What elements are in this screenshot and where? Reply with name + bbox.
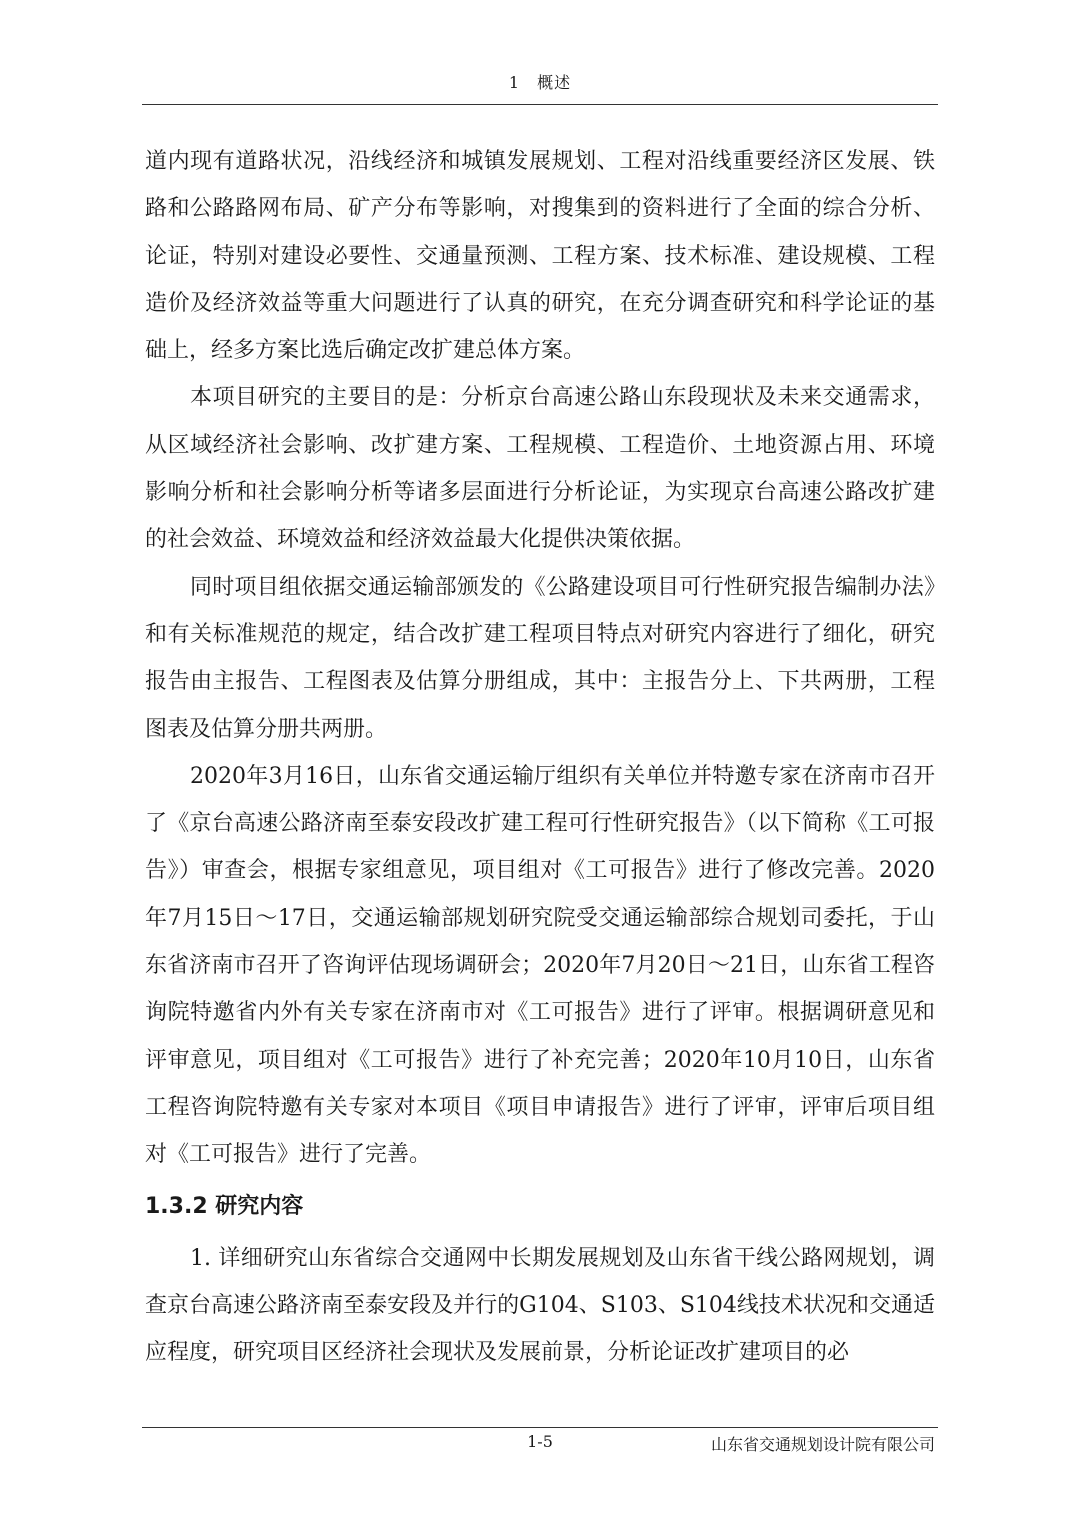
paragraph-research-content-1: 1. 详细研究山东省综合交通网中长期发展规划及山东省干线公路网规划，调查京台高速公路济南至泰安段及并行的G104、S103、S104线技术状况和交通适应程度，研究项目区经济社会现状及发展前景，分析论证改扩建项目的必 xyxy=(145,1245,935,1366)
section-heading: 1.3.2 研究内容 xyxy=(145,1193,304,1219)
paragraph-research-purpose: 本项目研究的主要目的是：分析京台高速公路山东段现状及未来交通需求，从区域经济社会影响、改扩建方案、工程规模、工程造价、土地资源占用、环境影响分析和社会影响分析等诸多层面进行分析论证，为实现京台高速公路改扩建的社会效益、环境效益和经济效益最大化提供决策依据。 xyxy=(145,385,935,553)
page-number: 1-5 xyxy=(527,1432,553,1451)
footer-rule xyxy=(142,1427,938,1428)
page-header: 1 概述 xyxy=(508,73,572,92)
company-name: 山东省交通规划设计院有限公司 xyxy=(710,1435,935,1454)
header-rule xyxy=(142,104,938,105)
paragraph-continuation: 道内现有道路状况，沿线经济和城镇发展规划、工程对沿线重要经济区发展、铁路和公路路网布局、矿产分布等影响，对搜集到的资料进行了全面的综合分析、论证，特别对建设必要性、交通量预测、工程方案、技术标准、建设规模、工程造价及经济效益等重大问题进行了认真的研究，在充分调查研究和科学论证的基础上，经多方案比选后确定改扩建总体方案。 xyxy=(145,149,935,364)
paragraph-report-structure: 同时项目组依据交通运输部颁发的《公路建设项目可行性研究报告编制办法》和有关标准规范的规定，结合改扩建工程项目特点对研究内容进行了细化，研究报告由主报告、工程图表及估算分册组成，其中：主报告分上、下共两册，工程图表及估算分册共两册。 xyxy=(145,574,935,742)
paragraph-review-history: 2020年3月16日，山东省交通运输厅组织有关单位并特邀专家在济南市召开了《京台高速公路济南至泰安段改扩建工程可行性研究报告》（以下简称《工可报告》）审查会，根据专家组意见，项目组对《工可报告》进行了修改完善。2020年7月15日～17日，交通运输部规划研究院受交通运输部综合规划司委托，于山东省济南市召开了咨询评估现场调研会；2020年7月20日～21日，山东省工程咨询院特邀省内外有关专家在济南市对《工可报告》进行了评审。根据调研意见和评审意见，项目组对《工可报告》进行了补充完善；2020年10月10日，山东省工程咨询院特邀有关专家对本项目《项目申请报告》进行了评审，评审后项目组对《工可报告》进行了完善。 xyxy=(145,763,935,1168)
document-body xyxy=(145,138,935,1376)
